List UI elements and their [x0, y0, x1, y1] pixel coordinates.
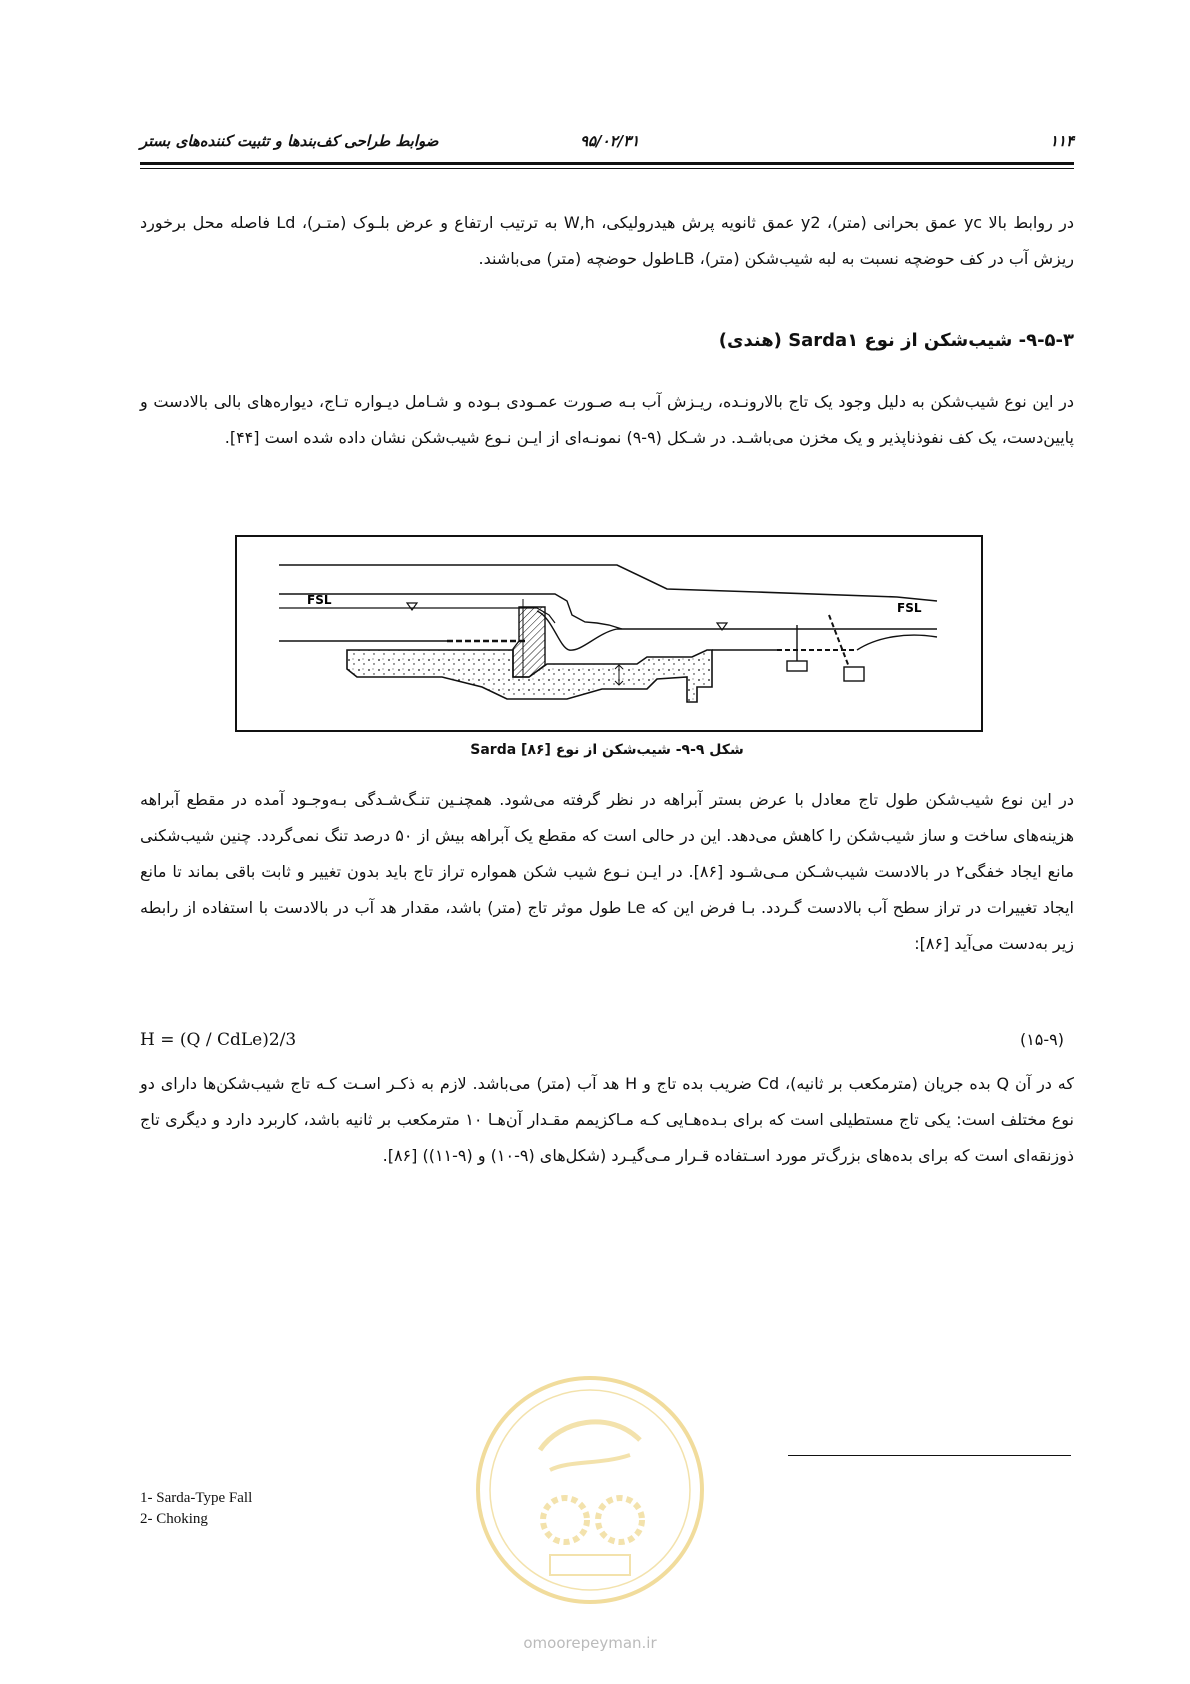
footnote-2: 2- Choking — [140, 1511, 208, 1527]
watermark-site: omoorepeyman.ir — [523, 1634, 657, 1652]
header-date: ۹۵/۰۲/۳۱ — [580, 132, 640, 150]
paragraph-4: که در آن Q بده جریان (مترمکعب بر ثانیه)، Cd ضریب بده تاج و H هد آب (متر) می‌باشد. لازم به ذکـر اسـت کـه تاج شیب‌شکن‌ها دارای دو نوع مختلف است: یکی تاج مستطیلی است که برای بـده‌هـایی کـه مـاکزیمم مقـدار آن‌هـا ۱۰ مترمکعب بر ثانیه باشد، کاربرد دارد و دیگری تاج ذوزنقه‌ای است که برای بده‌های بزرگ‌تر مورد اسـتفاده قـرار مـی‌گیـرد (شکل‌های (۹-۱۰) و (۹-۱۱)) [۸۶]. — [140, 1074, 1075, 1165]
page-number: ۱۱۴ — [1049, 132, 1074, 150]
equation-number: (۱۵-۹) — [1019, 1030, 1064, 1049]
fsl-label-downstream: FSL — [897, 601, 922, 615]
section-heading: ۹-۵-۳- شیب‌شکن از نوع Sarda۱ (هندی) — [718, 330, 1074, 351]
figure-caption: شکل ۹-۹- شیب‌شکن از نوع Sarda [۸۶] — [470, 742, 744, 758]
header-rule-thick — [140, 162, 1074, 165]
sarda-fall-figure — [235, 535, 983, 732]
page-header — [140, 124, 1074, 164]
watermark-seal-icon — [470, 1370, 710, 1610]
paragraph-1: در روابط بالا yc عمق بحرانی (متر)، y2 عمق ثانویه پرش هیدرولیکی، W,h به ترتیب ارتفاع و عرض بلـوک (متـر)، Ld فاصله محل برخورد ریزش آب در کف حوضچه نسبت به لبه شیب‌شکن (متر)، LBطول حوضچه (متر) می‌باشند. — [140, 213, 1075, 268]
equation-formula: H = (Q / CdLe)2/3 — [140, 1030, 297, 1050]
paragraph-2: در این نوع شیب‌شکن به دلیل وجود یک تاج بالارونـده، ریـزش آب بـه صـورت عمـودی بـوده و شـامل دیـواره تـاج، دیواره‌های بالی بالادست و پایین‌دست، یک کف نفوذناپذیر و یک مخزن می‌باشـد. در شـکل (۹-۹) نمونـه‌ای از ایـن نـوع شیب‌شکن نشان داده شده است [۴۴]. — [140, 392, 1074, 447]
watermark-stamp — [470, 1370, 710, 1610]
sarda-fall-drawing — [237, 537, 981, 730]
footnote-rule — [788, 1455, 1071, 1456]
fsl-label-upstream: FSL — [307, 593, 332, 607]
paragraph-3: در این نوع شیب‌شکن طول تاج معادل با عرض بستر آبراهه در نظر گرفته می‌شود. همچنـین تنـگ‌شـدگی بـه‌وجـود آمده در مقطع آبراهه هزینه‌های ساخت و ساز شیب‌شکن را کاهش می‌دهد. این در حالی است که مقطع یک آبراهه بیش از ۵۰ درصد تنگ نمی‌گردد. چنین شیب‌شکنی مانع ایجاد خفگی۲ در بالادست شیب‌شـکن مـی‌شـود [۸۶]. در ایـن نـوع شیب شکن همواره تراز تاج باید بدون تغییر و ثابت باقی بماند تا مانع ایجاد تغییرات در تراز سطح آب بالادست گـردد. بـا فرض این که Le طول موثر تاج (متر) باشد، مقدار هد آب در بالادست با استفاده از رابطه زیر به‌دست می‌آید [۸۶]: — [140, 790, 1075, 953]
header-title: ضوابط طراحی کف‌بندها و تثبیت کننده‌های بستر — [140, 132, 439, 150]
header-rule-thin — [140, 168, 1074, 169]
footnote-1: 1- Sarda-Type Fall — [140, 1490, 253, 1506]
